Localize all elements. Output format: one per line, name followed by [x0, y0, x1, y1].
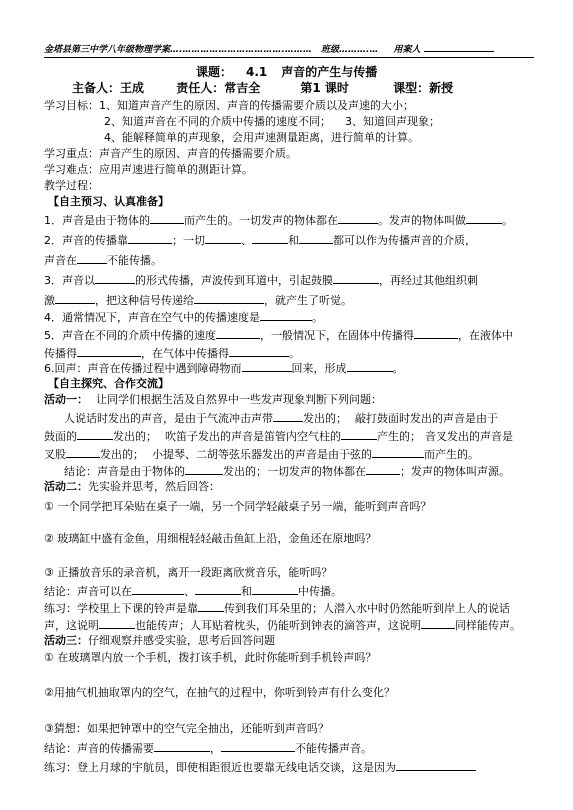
goal-line-3 — [104, 131, 419, 144]
question-2-cont: 声音在 不能传播。 — [44, 254, 162, 267]
activity-1-line-2: 鼓面的 发出的； 吹笛子发出的声音是笛管内空气柱的 产生的； 音叉发出的声音是 — [44, 430, 513, 443]
goal-1: 1、知道声音产生的原因、声音的传播需要介质以及声速的大小； — [99, 99, 414, 112]
q3-blank-1 — [95, 272, 135, 284]
header-class: 班级……….… — [320, 45, 379, 55]
lesson-meta — [72, 82, 453, 95]
goal-line-2 — [104, 115, 440, 128]
question-5: 5．声音在不同的介质中传播的速度 ，一般情况下，在固体中传播得 ，在液体中 — [44, 329, 513, 342]
a3-blank-2 — [221, 740, 295, 752]
process-label: 教学过程： — [44, 179, 99, 192]
q6-blank-2 — [347, 360, 393, 372]
q1-blank-2 — [338, 212, 378, 224]
a2-blank-1 — [132, 583, 184, 595]
q3-blank-3 — [55, 292, 95, 304]
activity-2-label: 活动二： — [44, 480, 88, 493]
meta-responsible: 责任人：常吉全 — [176, 81, 261, 95]
activity-2-item-1: ① 一个同学把耳朵贴在桌子一端，另一个同学轻敲桌子另一端，能听到声音吗？ — [44, 500, 432, 513]
question-2: 2．声音的传播靠 ；一切 、 和 都可以作为传播声音的介质， — [44, 234, 476, 247]
q3-blank-4 — [194, 292, 264, 304]
activity-3-label: 活动三： — [44, 634, 88, 647]
page-title — [196, 66, 377, 79]
q2-blank-5 — [77, 252, 107, 264]
q5-blank-2 — [414, 327, 458, 339]
title-number: 4.1 — [246, 65, 268, 79]
goal-3: 3、知道回声现象； — [345, 115, 440, 128]
meta-lesson: 第1 课时 — [300, 81, 349, 95]
activity-2-practice: 练习：学校里上下课的铃声是靠 传到我们耳朵里的；人潜入水中时仍然能听到岸上人的说话 — [44, 602, 510, 615]
a2-blank-2 — [195, 583, 241, 595]
a2-blank-3 — [252, 583, 298, 595]
question-4: 4．通常情况下，声音在空气中的传播速度是 。 — [44, 311, 323, 324]
a1-blank-4 — [66, 446, 100, 458]
activity-1-intro: 活动一： 让同学们根据生活及自然界中一些发声现象判断下列问题： — [44, 393, 382, 406]
a1-blank-6 — [185, 463, 223, 475]
question-3-cont: 激 ，把这种信号传递给 ，就产生了听觉。 — [44, 294, 352, 307]
q2-blank-4 — [299, 232, 333, 244]
header-school: 金塔县第三中学八年级物理学案….…………………………….……… — [44, 45, 312, 55]
goal-4: 4、能解释简单的声现象，会用声速测量距离，进行简单的计算。 — [104, 131, 419, 144]
activity-2-item-2: ② 玻璃缸中盛有金鱼，用细棍轻轻敲击鱼缸上沿，金鱼还在原地吗？ — [44, 532, 377, 545]
header-user-blank — [424, 40, 494, 52]
activity-1-line-3: 叉股 发出的； 小提琴、二胡等弦乐器发出的声音是由于弦的 而产生的。 — [44, 448, 479, 461]
activity-2-item-3: ③ 正播放音乐的录音机，离开一段距离欣赏音乐，能听吗？ — [44, 566, 333, 579]
q6-blank-1 — [242, 360, 292, 372]
a3-blank-3 — [396, 759, 476, 771]
goals-label: 学习目标： — [44, 99, 99, 112]
question-6: 6.回声：声音在传播过程中遇到障碍物而 回来，形成 。 — [44, 362, 404, 375]
section-preview-heading: 【自主预习、认真准备】 — [48, 195, 169, 208]
goal-2: 2、知道声音在不同的介质中传播的速度不同； — [104, 115, 331, 128]
a2-blank-4 — [198, 600, 224, 612]
a1-blank-1 — [273, 410, 303, 422]
learning-focus: 学习重点：声音产生的原因、声音的传播需要介质。 — [44, 147, 297, 160]
a1-blank-3 — [341, 428, 377, 440]
q5-blank-3 — [77, 345, 141, 357]
q3-blank-2 — [333, 272, 379, 284]
q4-blank-1 — [260, 309, 312, 321]
q2-blank-2 — [205, 232, 241, 244]
activity-3-item-2: ②用抽气机抽取罩内的空气，在抽气的过程中，你听到铃声有什么变化？ — [44, 686, 395, 699]
activity-2-practice-cont: 声，这说明 也能传声；人耳贴着枕头，仍能听到钟表的滴答声，这说明 同样能传声。 — [44, 619, 521, 632]
section-explore-heading: 【自主探究、合作交流】 — [48, 377, 169, 390]
goal-line-1 — [44, 99, 414, 112]
a1-blank-7 — [366, 463, 400, 475]
question-1: 1．声音是由于物体的 而产生的。一切发声的物体都在 。发声的物体叫做 。 — [44, 214, 513, 227]
activity-1-label: 活动一： — [44, 393, 88, 406]
q2-blank-1 — [128, 232, 172, 244]
activity-2-intro: 活动二：先实验并思考，然后回答： — [44, 480, 220, 493]
activity-3-practice: 练习：登上月球的宇航员，即使相距很近也要靠无线电话交谈，这是因为 — [44, 759, 476, 774]
question-3: 3．声音以 的形式传播，声波传到耳道中，引起鼓膜 ，再经过其他组织刺 — [44, 274, 478, 287]
a1-blank-2 — [77, 428, 113, 440]
q1-blank-3 — [466, 212, 502, 224]
activity-3-item-1: ① 在玻璃罩内放一个手机，拨打该手机，此时你能听到手机铃声吗？ — [44, 651, 377, 664]
meta-type: 课型：新授 — [393, 81, 454, 95]
q5-blank-1 — [216, 327, 260, 339]
a2-blank-5 — [99, 617, 135, 629]
title-prefix: 课题： — [196, 65, 233, 79]
activity-3-intro: 活动三：仔细观察并感受实验，思考后回答问题 — [44, 634, 275, 647]
title-name: 声音的产生与传播 — [281, 65, 378, 79]
meta-preparer: 主备人：王成 — [72, 81, 145, 95]
q1-blank-1 — [150, 212, 184, 224]
a1-blank-5 — [372, 446, 424, 458]
activity-2-conclusion: 结论：声音可以在 、 和 中传播。 — [44, 585, 342, 598]
activity-3-item-3: ③猜想：如果把钟罩中的空气完全抽出，还能听到声音吗？ — [44, 722, 329, 735]
activity-1-line-1: 人说话时发出的声音，是由于气流冲击声带 发出的； 敲打鼓面时发出的声音是由于 — [64, 412, 498, 425]
q2-blank-3 — [252, 232, 288, 244]
question-5-cont: 传播得 ，在气体中传播得 。 — [44, 347, 300, 360]
a2-blank-6 — [421, 617, 455, 629]
learning-difficulty: 学习难点：应用声速进行简单的测距计算。 — [44, 163, 253, 176]
activity-1-conclusion: 结论：声音是由于物体的 发出的；一切发声的物体都在 ；发声的物体叫声源。 — [64, 465, 510, 478]
activity-3-conclusion: 结论：声音的传播需要 ， 不能传播声音。 — [44, 742, 372, 755]
q5-blank-4 — [229, 345, 289, 357]
header-user: 用案人 — [393, 45, 421, 55]
page-header — [44, 40, 534, 58]
a3-blank-1 — [154, 740, 210, 752]
